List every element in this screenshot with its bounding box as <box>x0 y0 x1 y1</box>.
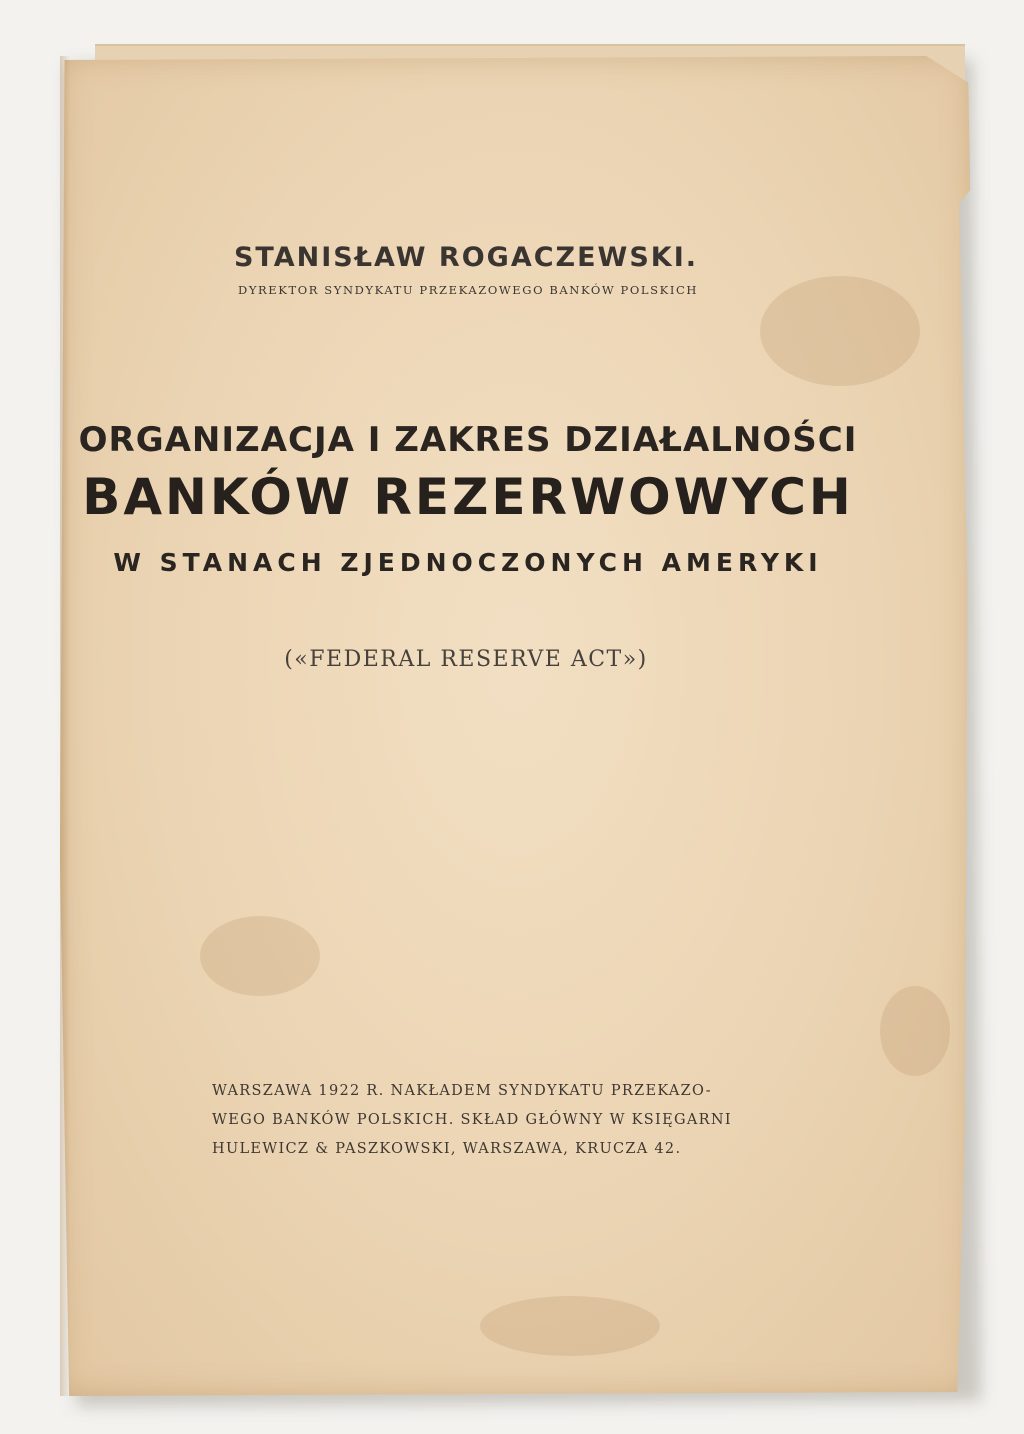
publisher-imprint <box>212 1077 802 1164</box>
imprint-line: HULEWICZ & PASZKOWSKI, WARSZAWA, KRUCZA 42. <box>212 1141 682 1157</box>
title-line-2: BANKÓW REZERWOWYCH <box>82 468 854 526</box>
title-line-1: ORGANIZACJA I ZAKRES DZIAŁALNOŚCI <box>78 420 858 460</box>
title-line-3: W STANACH ZJEDNOCZONYCH AMERYKI <box>113 548 823 577</box>
imprint-line: WEGO BANKÓW POLSKICH. SKŁAD GŁÓWNY W KSIĘGARNI <box>212 1112 732 1128</box>
author-name: STANISŁAW ROGACZEWSKI. <box>233 242 699 273</box>
imprint-line: WARSZAWA 1922 R. NAKŁADEM SYNDYKATU PRZEKAZO- <box>212 1083 712 1099</box>
subtitle: («FEDERAL RESERVE ACT») <box>284 647 648 672</box>
paper-stain <box>200 916 320 996</box>
paper-stain <box>880 986 950 1076</box>
paper-stain <box>480 1296 660 1356</box>
author-role: DYREKTOR SYNDYKATU PRZEKAZOWEGO BANKÓW POLSKICH <box>238 283 698 297</box>
